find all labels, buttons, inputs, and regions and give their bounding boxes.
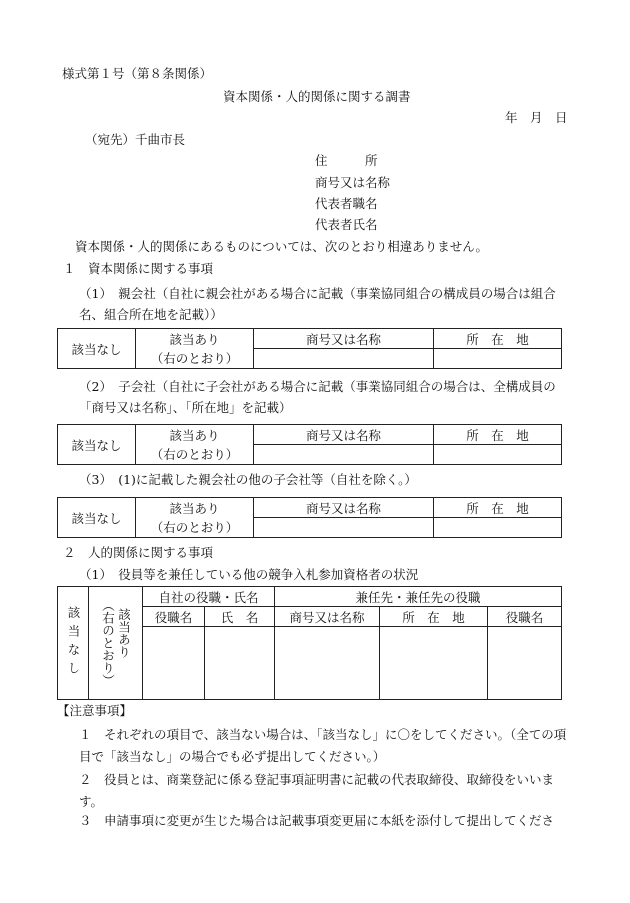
applicable-note: （右のとおり） — [136, 518, 254, 538]
note-2: ２ 役員とは、商業登記に係る登記事項証明書に記載の代表取締役、取締役をいいます。 — [79, 772, 555, 809]
position-name-header: 役職名 — [143, 607, 205, 627]
concurrent-position-name-header: 役職名 — [488, 607, 562, 627]
concurrent-trade-name-header: 商号又は名称 — [275, 607, 380, 627]
section2-item1: （1） 役員等を兼任している他の競争入札参加資格者の状況 — [79, 567, 419, 582]
notes-heading: 【注意事項】 — [57, 703, 133, 718]
trade-name-input-cell[interactable] — [254, 349, 434, 369]
form-number: 様式第１号（第８条関係） — [62, 66, 213, 81]
applicable-note: （右のとおり） — [136, 445, 254, 465]
subsidiary-table — [57, 424, 562, 465]
section1-heading: １ 資本関係に関する事項 — [63, 261, 214, 276]
other-subsidiary-table — [57, 497, 562, 538]
section1-item3: （3） (1)に記載した親会社の他の子会社等（自社を除く。） — [79, 472, 417, 487]
applicant-address-label: 住 所 — [315, 153, 378, 168]
concurrent-trade-name-input[interactable] — [275, 627, 380, 700]
position-name-input[interactable] — [143, 627, 205, 700]
applicable-cell[interactable]: 該当あり — [136, 425, 254, 445]
applicable-cell[interactable]: 該当あり （右のとおり） — [89, 587, 143, 700]
none-cell[interactable]: 該当なし — [58, 425, 136, 465]
declaration: 資本関係・人的関係にあるものについては、次のとおり相違ありません。 — [75, 239, 489, 254]
own-position-header: 自社の役職・氏名 — [143, 587, 275, 607]
note-3: ３ 申請事項に変更が生じた場合は記載事項変更届に本紙を添付して提出してくださ — [79, 813, 555, 828]
applicable-cell[interactable]: 該当あり — [136, 329, 254, 349]
applicable-note: （右のとおり） — [136, 349, 254, 369]
trade-name-input-cell[interactable] — [254, 518, 434, 538]
addressee: （宛先）千曲市長 — [85, 132, 186, 147]
location-input-cell[interactable] — [434, 445, 562, 465]
document-title: 資本関係・人的関係に関する調書 — [223, 89, 411, 104]
parent-company-table — [57, 328, 562, 369]
applicant-rep-title-label: 代表者職名 — [315, 196, 378, 211]
personnel-table — [57, 586, 562, 700]
trade-name-header: 商号又は名称 — [254, 329, 434, 349]
name-input[interactable] — [205, 627, 275, 700]
section2-heading: ２ 人的関係に関する事項 — [63, 545, 214, 560]
trade-name-input-cell[interactable] — [254, 445, 434, 465]
none-cell[interactable]: 該当なし — [58, 498, 136, 538]
concurrent-position-header: 兼任先・兼任先の役職 — [275, 587, 562, 607]
location-input-cell[interactable] — [434, 349, 562, 369]
trade-name-header: 商号又は名称 — [254, 498, 434, 518]
note-1: １ それぞれの項目で、該当ない場合は、「該当なし」に〇をしてください。（全ての項目で「該当なし」の場合でも必ず提出してください。） — [79, 727, 567, 764]
concurrent-location-input[interactable] — [380, 627, 488, 700]
location-header: 所 在 地 — [434, 425, 562, 445]
applicant-trade-name-label: 商号又は名称 — [315, 175, 391, 190]
section1-item1: （1） 親会社（自社に親会社がある場合に記載（事業協同組合の構成員の場合は組合名、組合所在地を記載）） — [79, 286, 556, 322]
concurrent-location-header: 所 在 地 — [380, 607, 488, 627]
location-header: 所 在 地 — [434, 329, 562, 349]
trade-name-header: 商号又は名称 — [254, 425, 434, 445]
name-header: 氏 名 — [205, 607, 275, 627]
applicable-cell[interactable]: 該当あり — [136, 498, 254, 518]
location-header: 所 在 地 — [434, 498, 562, 518]
none-cell[interactable]: 該当なし — [58, 329, 136, 369]
none-cell[interactable]: 該当なし — [58, 587, 89, 700]
concurrent-position-name-input[interactable] — [488, 627, 562, 700]
location-input-cell[interactable] — [434, 518, 562, 538]
applicant-rep-name-label: 代表者氏名 — [315, 217, 378, 232]
section1-item2: （2） 子会社（自社に子会社がある場合に記載（事業協同組合の場合は、全構成員の「商号又は名称」、「所在地」を記載） — [79, 379, 556, 415]
date-field: 年 月 日 — [505, 110, 568, 125]
